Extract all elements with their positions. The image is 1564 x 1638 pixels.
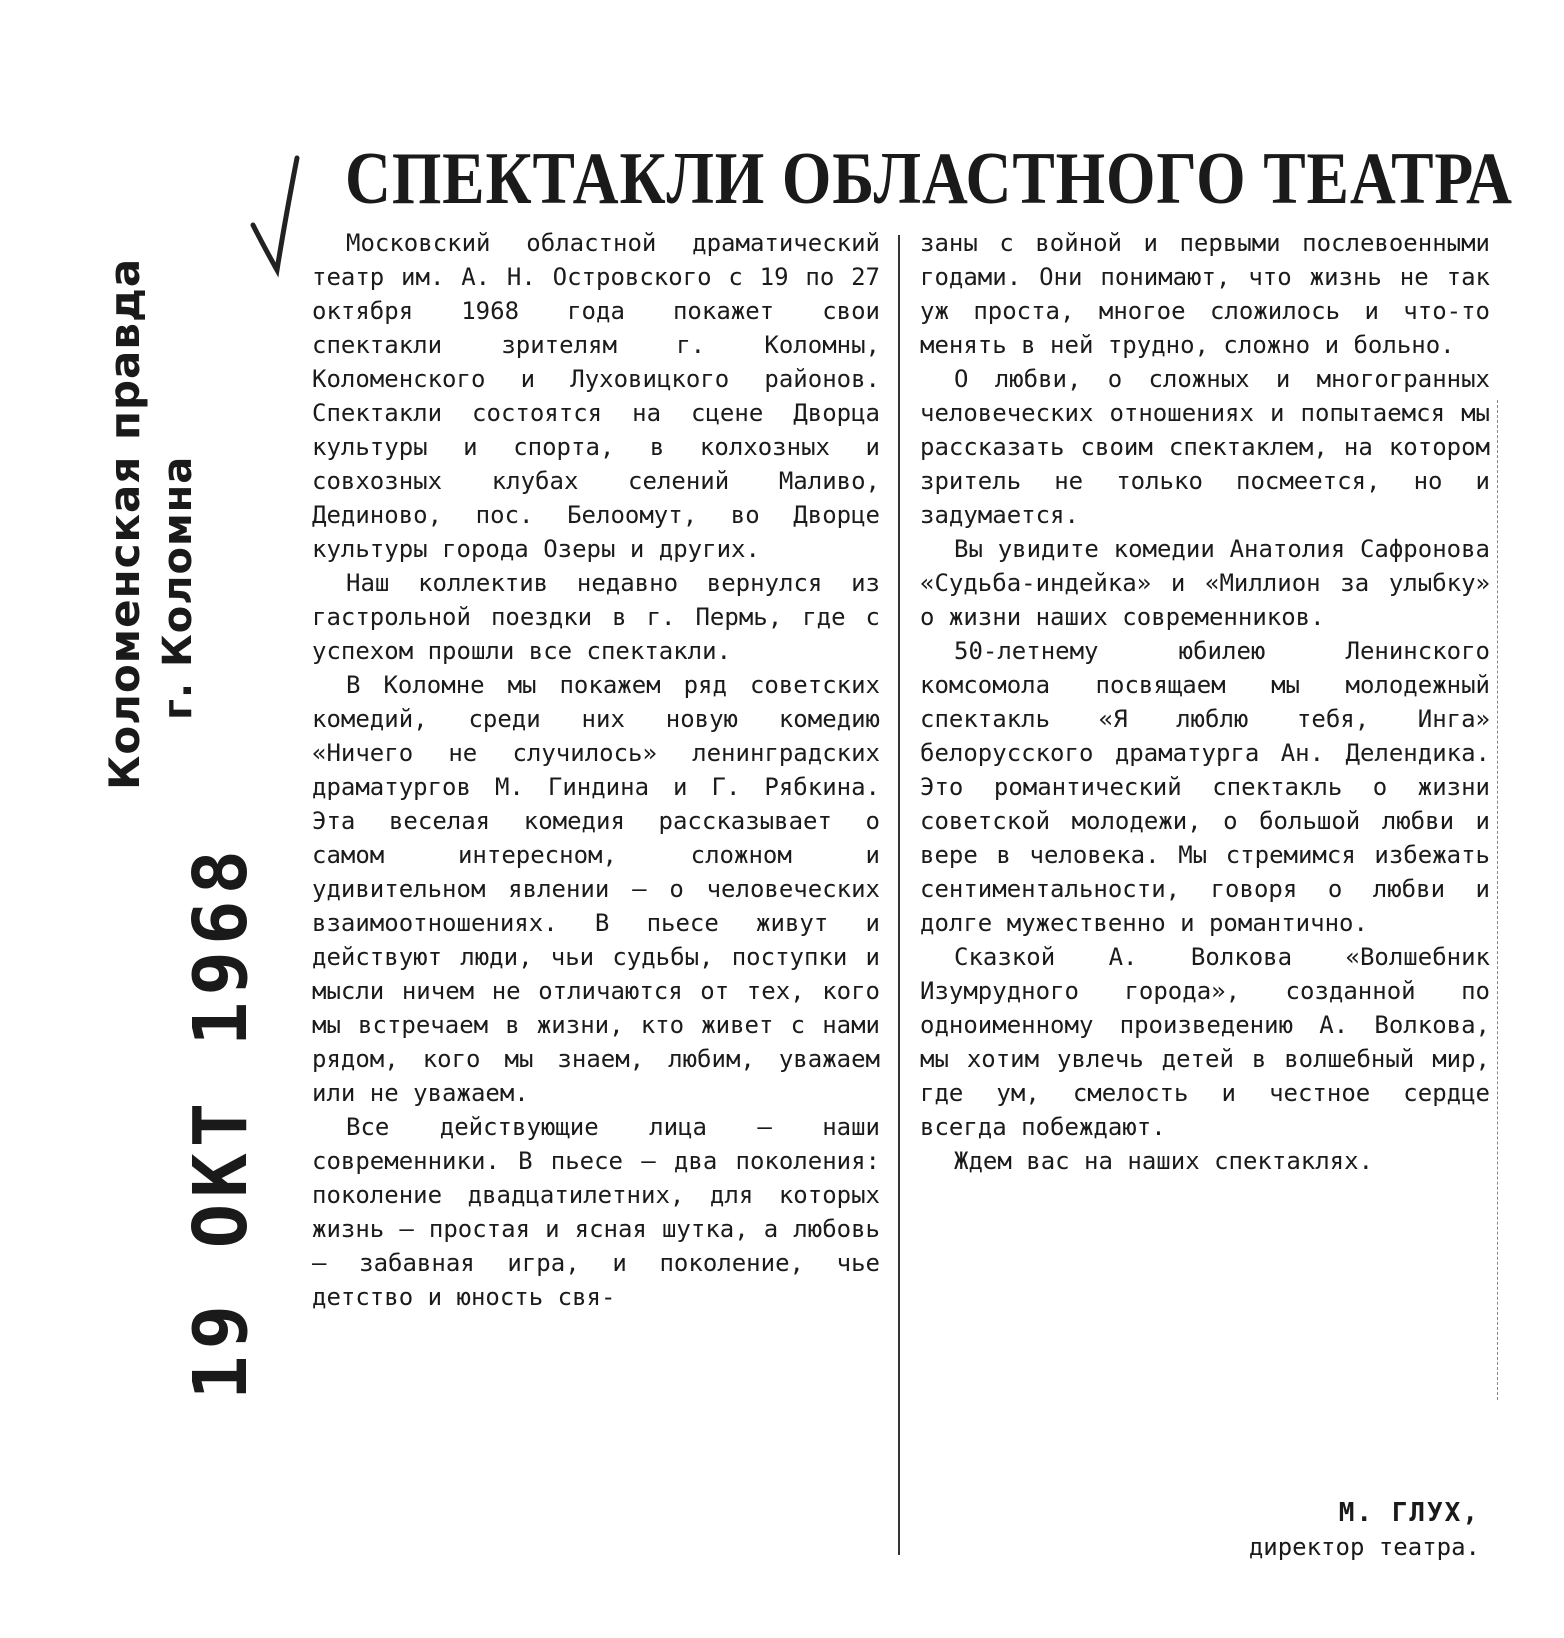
newspaper-name: Коломенская правда xyxy=(100,257,149,790)
author-role: директор театра. xyxy=(1248,1533,1480,1561)
article-headline: СПЕКТАКЛИ ОБЛАСТНОГО ТЕАТРА xyxy=(345,138,1513,220)
date-stamp: 19 ОКТ 1968 xyxy=(178,843,264,1400)
article-paragraph: В Коломне мы покажем ряд советских комедий, среди них новую комедию «Ничего не случилось» ленинградских драматургов М. Гиндина и Г. Рябкина. Эта веселая комедия рассказывает о самом интересном, сложном и удивительном явлении — о человеческих взаимоотношениях. В пьесе живут и действуют люди, чьи судьбы, поступки и мысли ничем не отличаются от тех, кого мы встречаем в жизни, кто живет с нами рядом, кого мы знаем, любим, уважаем или не уважаем. xyxy=(312,671,880,1107)
author-name: М. ГЛУХ, xyxy=(1338,1498,1480,1528)
article-paragraph: О любви, о сложных и многогранных человеческих отношениях и попытаемся мы рассказать своим спектаклем, на котором зритель не только посмеется, но и задумается. xyxy=(920,365,1490,529)
article-left-column xyxy=(312,226,880,1314)
article-right-column xyxy=(920,226,1490,1178)
article-paragraph: 50-летнему юбилею Ленинского комсомола посвящаем мы молодежный спектакль «Я люблю тебя, Инга» белорусского драматурга Ан. Делендика. Это романтический спектакль о жизни советской молодежи, о большой любви и вере в человека. Мы стремимся избежать сентиментальности, говоря о любви и долге мужественно и романтично. xyxy=(920,637,1490,937)
article-paragraph-continuation: заны с войной и первыми послевоенными годами. Они понимают, что жизнь не так уж проста, многое сложилось и что-то менять в ней трудно, сложно и больно. xyxy=(920,229,1490,359)
article-paragraph: Ждем вас на наших спектаклях. xyxy=(954,1147,1374,1175)
clipping-edge xyxy=(1497,400,1498,1400)
column-divider xyxy=(898,235,900,1555)
newspaper-city: г. Коломна xyxy=(155,455,201,720)
article-paragraph: Все действующие лица — наши современники. В пьесе — два поколения: поколение двадцатилетних, для которых жизнь — простая и ясная шутка, а любовь — забавная игра, и поколение, чье детство и юность свя- xyxy=(312,1113,880,1311)
article-signature xyxy=(1150,1496,1480,1564)
article-paragraph: Вы увидите комедии Анатолия Сафронова «Судьба-индейка» и «Миллион за улыбку» о жизни наших современников. xyxy=(920,535,1490,631)
article-paragraph: Наш коллектив недавно вернулся из гастрольной поездки в г. Пермь, где с успехом прошли все спектакли. xyxy=(312,569,880,665)
article-paragraph: Сказкой А. Волкова «Волшебник Изумрудного города», созданной по одноименному произведению А. Волкова, мы хотим увлечь детей в волшебный мир, где ум, смелость и честное сердце всегда побеждают. xyxy=(920,943,1490,1141)
source-stamp xyxy=(70,257,210,790)
check-mark-icon xyxy=(245,150,305,280)
article-paragraph: Московский областной драматический театр им. А. Н. Островского с 19 по 27 октября 1968 года покажет свои спектакли зрителям г. Коломны, Коломенского и Луховицкого районов. Спектакли состоятся на сцене Дворца культуры и спорта, в колхозных и совхозных клубах селений Маливо, Дединово, пос. Белоомут, во Дворце культуры города Озеры и других. xyxy=(312,229,880,563)
